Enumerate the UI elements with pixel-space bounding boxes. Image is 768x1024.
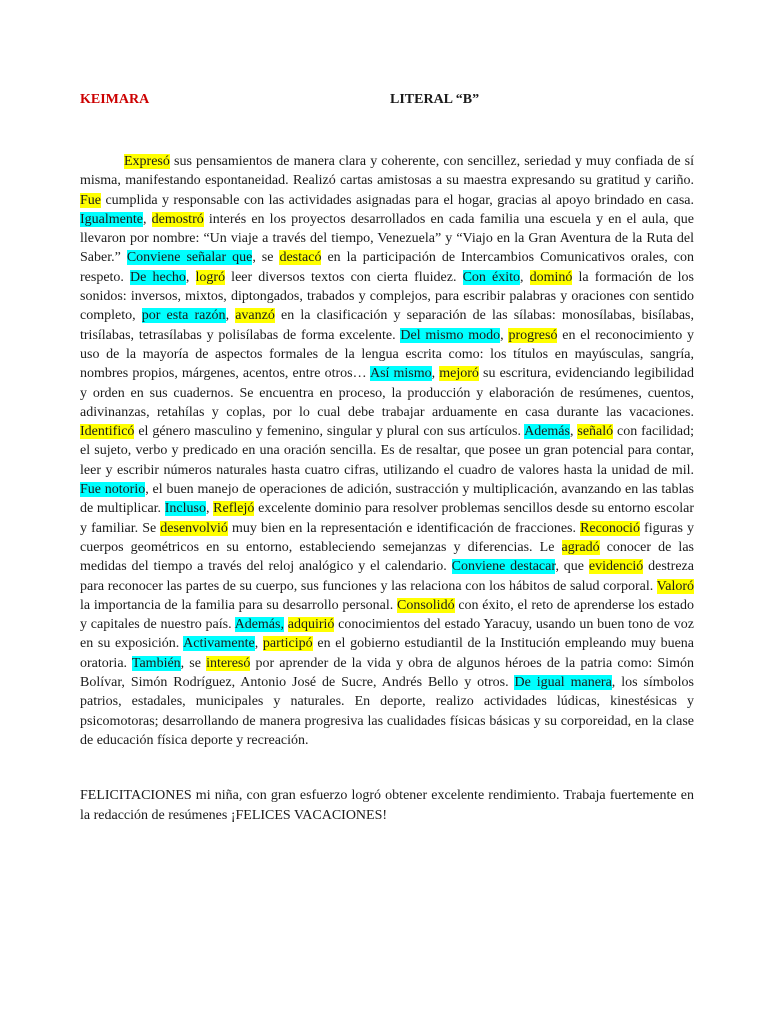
- text-run: cumplida y responsable con las actividades asignadas para el hogar, gracias al apoyo brindado en casa.: [101, 192, 694, 208]
- document-header: [80, 92, 694, 122]
- text-run: ,: [142, 211, 152, 227]
- closing-note: FELICITACIONES mi niña, con gran esfuerzo logró obtener excelente rendimiento. Trabaja fuertemente en la redacción de resúmenes ¡FELICES VACACIONES!: [80, 788, 694, 823]
- highlighted-connector: Activamente: [183, 636, 255, 652]
- highlighted-connector: Además,: [234, 617, 284, 633]
- highlighted-verb: dominó: [529, 269, 573, 285]
- text-run: conocer de las medidas del tiempo a través del reloj analógico y el calendario.: [80, 539, 694, 575]
- text-run: ,: [225, 308, 236, 324]
- text-run: , los símbolos patrios, estadales, municipales y naturales. En deporte, realizo actividades lúdicas, kinestésicas y psicomotoras; desarrollando de manera progresiva las cualidades físicas básicas y su corporeidad, en la clase de educación física deporte y recreación.: [80, 675, 694, 748]
- document-page: [80, 0, 694, 839]
- highlighted-verb: Identificó: [80, 424, 135, 440]
- text-run: en el gobierno estudiantil de la Institución empleando muy buena oratoria.: [80, 636, 694, 671]
- highlighted-verb: adquirió: [287, 617, 335, 633]
- highlighted-verb: participó: [262, 636, 313, 652]
- text-run: ,: [185, 269, 196, 285]
- text-run: , que: [555, 559, 589, 575]
- highlighted-connector: De igual manera: [514, 675, 612, 691]
- highlighted-verb: desenvolvió: [160, 520, 228, 536]
- highlighted-connector: Además: [524, 424, 570, 440]
- highlighted-verb: Valoró: [656, 578, 694, 594]
- text-run: , se: [180, 655, 207, 671]
- text-run: figuras y cuerpos geométricos en su entorno, estableciendo semejanzas y diferencias. Le: [80, 520, 694, 555]
- text-run: el género masculino y femenino, singular y plural con sus artículos.: [134, 424, 525, 440]
- highlighted-verb: destacó: [279, 250, 322, 266]
- highlighted-verb: señaló: [577, 424, 614, 440]
- text-run: la formación de los sonidos: inversos, mixtos, diptongados, trabados y complejos, para escribir palabras y oraciones con sentido completo,: [80, 269, 694, 324]
- highlighted-verb: logró: [195, 269, 226, 285]
- text-run: muy bien en la representación e identificación de fracciones.: [227, 520, 581, 536]
- text-run: , se: [252, 250, 280, 266]
- highlighted-verb: demostró: [151, 211, 204, 227]
- text-run: ,: [520, 269, 530, 285]
- highlighted-connector: por esta razón: [141, 308, 226, 324]
- highlighted-verb: agradó: [561, 539, 600, 555]
- text-run: leer diversos textos con cierta fluidez.: [225, 269, 463, 285]
- text-run: sus pensamientos de manera clara y coherente, con sencillez, seriedad y muy confiada de sí misma, manifestando espontaneidad. Realizó cartas amistosas a su maestra expresando su gratitud y cariño.: [80, 154, 694, 189]
- text-run: ,: [500, 327, 509, 343]
- highlighted-verb: interesó: [206, 655, 251, 671]
- highlighted-verb: Expresó: [124, 154, 170, 169]
- highlighted-connector: De hecho: [130, 269, 186, 285]
- highlighted-connector: Del mismo modo: [400, 327, 501, 343]
- highlighted-connector: Conviene destacar: [451, 559, 556, 575]
- highlighted-connector: Incluso: [164, 501, 206, 517]
- text-run: destreza para reconocer las partes de su cuerpo, sus funciones y las relaciona con los hábitos de salud corporal.: [80, 559, 694, 594]
- text-run: por aprender de la vida y obra de algunos héroes de la patria como: Simón Bolívar, Simón Rodríguez, Antonio José de Sucre, Andrés Bello y otros.: [80, 655, 694, 691]
- text-run: su escritura, evidenciando legibilidad y orden en sus cuadernos. Se encuentra en proceso, la producción y elaboración de resúmenes, cuentos, adivinanzas, retahílas y coplas, por lo cual debe trabajar arduamente en casa durante las vacaciones.: [80, 366, 694, 420]
- text-run: en la participación de Intercambios Comunicativos orales, con respeto.: [80, 250, 694, 285]
- highlighted-connector: Igualmente: [80, 211, 143, 227]
- report-paragraph: [80, 152, 694, 750]
- highlighted-verb: Consolidó: [397, 597, 455, 613]
- text-run: interés en los proyectos desarrollados en cada familia una escuela y en el aula, que llevaron por nombre: “Un viaje a través del tiempo, Venezuela” y “Viajo en la Gran Aventura de la Ruta del Saber.”: [80, 211, 694, 266]
- highlighted-verb: Reflejó: [213, 501, 255, 517]
- highlighted-connector: También: [131, 655, 181, 671]
- highlighted-connector: Conviene señalar que: [126, 250, 253, 266]
- text-run: ,: [569, 424, 578, 440]
- text-run: ,: [431, 366, 440, 382]
- highlighted-verb: Reconoció: [580, 520, 640, 536]
- highlighted-verb: Fue: [80, 192, 101, 208]
- text-run: en el reconocimiento y uso de la mayoría de aspectos formales de la lengua escrita como: los títulos en mayúsculas, sangría, nombres propios, márgenes, acentos, entre otros…: [80, 327, 694, 382]
- text-run: la importancia de la familia para su desarrollo personal.: [80, 597, 397, 613]
- highlighted-connector: Así mismo: [369, 366, 432, 382]
- highlighted-verb: mejoró: [439, 366, 479, 382]
- text-run: ,: [205, 501, 214, 517]
- text-run: conocimientos del estado Yaracuy, usando un buen tono de voz en su exposición.: [80, 617, 694, 652]
- text-run: con éxito, el reto de aprenderse los estado y capitales de nuestro país.: [80, 597, 694, 633]
- highlighted-verb: progresó: [508, 327, 558, 343]
- text-run: excelente dominio para resolver problemas sencillos desde su entorno escolar y familiar. Se: [80, 501, 694, 536]
- highlighted-connector: Fue notorio: [80, 482, 146, 498]
- text-run: ,: [254, 636, 263, 652]
- text-run: en la clasificación y separación de las sílabas: monosílabas, bisílabas, trisílabas, tetrasílabas y polisílabas de forma excelente.: [80, 308, 694, 343]
- text-run: , el buen manejo de operaciones de adición, sustracción y multiplicación, avanzando en las tablas de multiplicar.: [80, 482, 695, 517]
- student-name: KEIMARA: [80, 92, 150, 107]
- highlighted-connector: Con éxito: [462, 269, 520, 285]
- literal-grade: LITERAL “B”: [390, 92, 480, 107]
- highlighted-verb: evidenció: [588, 559, 644, 575]
- highlighted-verb: avanzó: [235, 308, 275, 324]
- text-run: con facilidad; el sujeto, verbo y predicado en una oración sencilla. Es de resaltar, que posee un gran potencial para contar, leer y escribir números naturales hasta cuatro cifras, utilizando el cuadro de valores hasta la unidad de mil.: [80, 424, 695, 478]
